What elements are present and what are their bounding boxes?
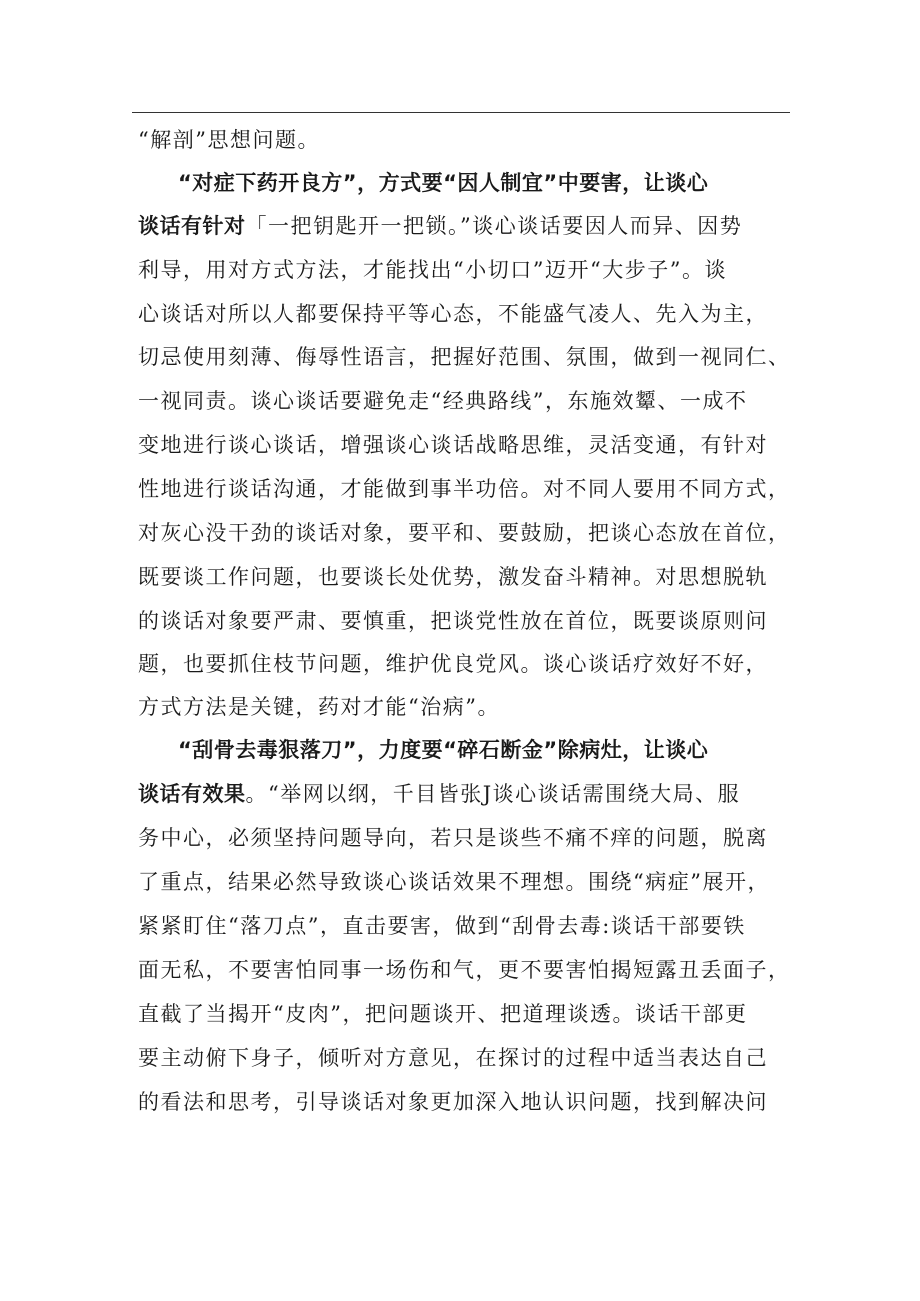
text-line: 的谈话对象要严肃、要慎重，把谈党性放在首位，既要谈原则问 — [138, 609, 768, 633]
text-line: 方式方法是关键，药对才能“治病”。 — [138, 695, 500, 719]
text-line: 面无私，不要害怕同事一场伤和气，更不要害怕揭短露丑丢面子， — [138, 958, 791, 982]
text-line: 切忌使用刻薄、侮辱性语言，把握好范围、氛围，做到一视同仁、 — [138, 345, 791, 369]
header-rule — [132, 112, 790, 113]
text-line: 的看法和思考，引导谈话对象更加深入地认识问题，找到解决问 — [138, 1090, 768, 1114]
text-line: 谈话有针对「一把钥匙开一把锁。”谈心谈话要因人而异、因势 — [138, 214, 743, 238]
text-line: 要主动俯下身子，倾听对方意见，在探讨的过程中适当表达自己 — [138, 1046, 768, 1070]
text-line: 直截了当揭开“皮肉”，把问题谈开、把道理谈透。谈话干部更 — [138, 1002, 748, 1026]
text-line: 了重点，结果必然导致谈心谈话效果不理想。围绕“病症”展开， — [138, 870, 770, 894]
text-line: 既要谈工作问题，也要谈长处优势，激发奋斗精神。对思想脱轨 — [138, 565, 768, 589]
text-line: 题，也要抓住枝节问题，维护优良党风。谈心谈话疗效好不好， — [138, 652, 768, 676]
text-line: 心谈话对所以人都要保持平等心态，不能盛气凌人、先入为主， — [138, 302, 768, 326]
text-line: 谈话有效果。“举网以纲，千目皆张J谈心谈话需围绕大局、服 — [138, 782, 741, 806]
text-line: 性地进行谈话沟通，才能做到事半功倍。对不同人要用不同方式， — [138, 477, 791, 501]
paragraph-heading-line: “对症下药开良方”，方式要“因人制宜”中要害，让谈心 — [178, 171, 709, 195]
text-line: 一视同责。谈心谈话要避免走“经典路线”，东施效颦、一成不 — [138, 389, 748, 413]
text-line: 利导，用对方式方法，才能找出“小切口”迈开“大步子”。谈 — [138, 258, 727, 282]
text-line: 对灰心没干劲的谈话对象，要平和、要鼓励，把谈心态放在首位， — [138, 521, 791, 545]
text-line: 务中心，必须坚持问题导向，若只是谈些不痛不痒的问题，脱离 — [138, 826, 768, 850]
text-line: “解剖”思想问题。 — [138, 128, 320, 152]
paragraph-heading-line: “刮骨去毒狠落刀”，力度要“碎石断金”除病灶，让谈心 — [178, 738, 709, 762]
text-line: 紧紧盯住“落刀点”，直击要害，做到“刮骨去毒:谈话干部要铁 — [138, 914, 746, 938]
text-line: 变地进行谈心谈话，增强谈心谈话战略思维，灵活变通，有针对 — [138, 433, 768, 457]
